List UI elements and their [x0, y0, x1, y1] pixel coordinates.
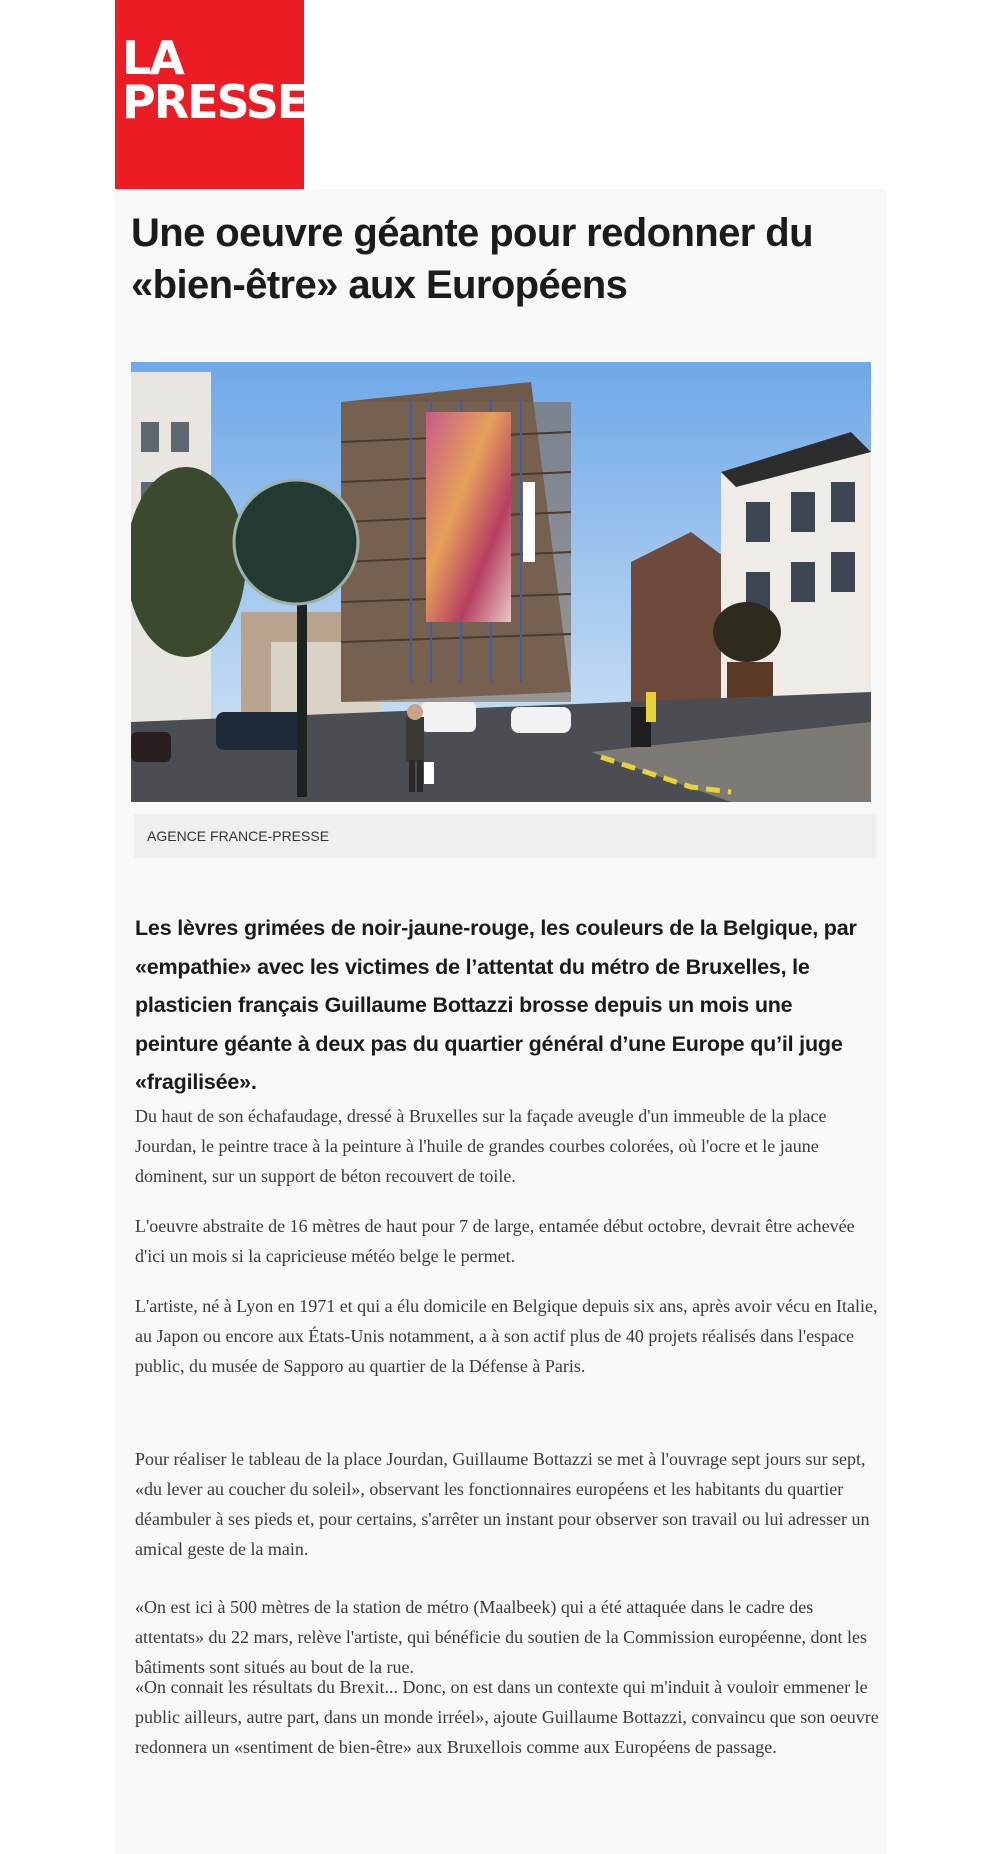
article-lede: Les lèvres grimées de noir-jaune-rouge, les couleurs de la Belgique, par «empathie» avec les victimes de l’attentat du métro de Bruxelles, le plasticien français Guillaume Bottazzi brosse depuis un mois une peinture géante à deux pas du quartier général d’une Europe qu’il juge «fragilisée». [135, 916, 857, 1094]
article-paragraph-2: L'oeuvre abstraite de 16 mètres de haut pour 7 de large, entamée début octobre, devrait être achevée d'ici un mois si la capricieuse météo belge le permet. [135, 1216, 855, 1266]
article-paragraph-3: L'artiste, né à Lyon en 1971 et qui a élu domicile en Belgique depuis six ans, après avoir vécu en Italie, au Japon ou encore aux États-Unis notamment, a à son actif plus de 40 projets réalisés dans l'espace public, du musée de Sapporo au quartier de la Défense à Paris. [135, 1296, 878, 1376]
article-container [115, 189, 887, 1854]
article-paragraph-6: «On connait les résultats du Brexit... Donc, on est dans un contexte qui m'induit à vouloir emmener le public ailleurs, autre part, dans un monde irréel», ajoute Guillaume Bottazzi, convaincu que son oeuvre redonnera un «sentiment de bien-être» aux Bruxellois comme aux Européens de passage. [135, 1677, 879, 1757]
la-presse-logo[interactable] [115, 0, 307, 189]
logo-text-presse: PRESSE [122, 75, 307, 129]
street-scene-illustration [131, 362, 871, 802]
photo-credit: AGENCE FRANCE-PRESSE [134, 814, 876, 858]
article-photo[interactable] [131, 362, 871, 802]
logo-text-la: LA [122, 31, 183, 85]
article-paragraph-1: Du haut de son échafaudage, dressé à Bruxelles sur la façade aveugle d'un immeuble de la place Jourdan, le peintre trace à la peinture à l'huile de grandes courbes colorées, où l'ocre et le jaune dominent, sur un support de béton recouvert de toile. [135, 1106, 827, 1186]
article-paragraph-4: Pour réaliser le tableau de la place Jourdan, Guillaume Bottazzi se met à l'ouvrage sept jours sur sept, «du lever au coucher du soleil», observant les fonctionnaires européens et les habitants du quartier déambuler à ses pieds et, pour certains, s'arrêter un instant pour observer son travail ou lui adresser un amical geste de la main. [135, 1449, 870, 1559]
article-title: Une oeuvre géante pour redonner du «bien-être» aux Européens [131, 211, 813, 307]
article-paragraph-5: «On est ici à 500 mètres de la station de métro (Maalbeek) qui a été attaquée dans le cadre des attentats» du 22 mars, relève l'artiste, qui bénéficie du soutien de la Commission européenne, dont les bâtiments sont situés au bout de la rue. [135, 1597, 868, 1677]
